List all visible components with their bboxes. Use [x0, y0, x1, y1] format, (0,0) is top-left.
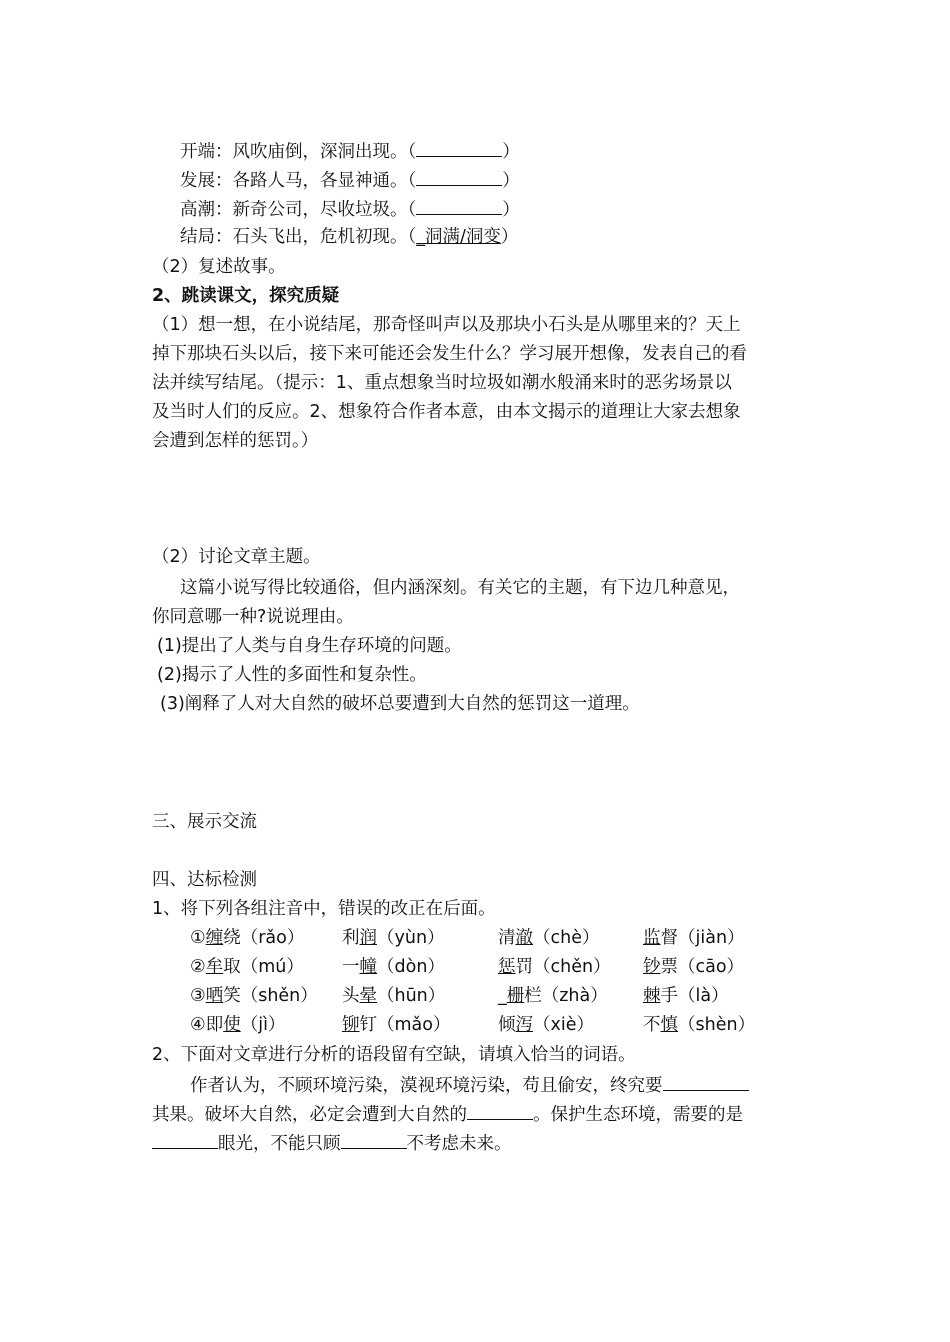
paren-close: ）: [502, 200, 520, 220]
pinyin-suffix: 取: [223, 957, 241, 977]
fill-line-3: [152, 1130, 512, 1156]
plot-text: 各路人马，各显神通。: [232, 171, 408, 191]
pinyin-suffix: 手: [660, 986, 678, 1006]
pinyin-target-char: 棘: [643, 986, 661, 1006]
pinyin-item: [342, 926, 445, 950]
pinyin-prefix: 头: [342, 986, 360, 1006]
pinyin-item: [190, 1013, 285, 1037]
pinyin-target-char: 惩: [498, 957, 516, 977]
pinyin-suffix: 票: [660, 957, 678, 977]
pinyin-reading: （yùn）: [377, 928, 445, 948]
pinyin-prefix: 清: [498, 928, 516, 948]
fill-blank-2[interactable]: [467, 1101, 533, 1120]
fill-text: 眼光，不能只顾: [218, 1134, 341, 1154]
pinyin-prefix: ①: [190, 928, 206, 948]
pinyin-prefix: ③: [190, 986, 206, 1006]
pinyin-target-char: 澈: [515, 928, 533, 948]
fill-blank-4[interactable]: [341, 1130, 407, 1149]
plot-item-beginning: [180, 138, 520, 164]
fill-text: 其果。破坏大自然，必定会遭到大自然的: [152, 1105, 467, 1125]
plot-label: 高潮：: [180, 200, 233, 220]
theme-option-3: (3)阐释了人对大自然的破坏总要遭到大自然的惩罚这一道理。: [160, 694, 640, 714]
plot-label: 发展：: [180, 171, 233, 191]
section4-heading: 四、达标检测: [152, 870, 257, 890]
answer-blank[interactable]: [416, 138, 502, 157]
plot-item-climax: [180, 196, 520, 222]
pinyin-target-char: 晕: [359, 986, 377, 1006]
pinyin-item: [190, 984, 318, 1008]
plot-text: 石头飞出，危机初现。: [232, 227, 408, 247]
pinyin-item: [643, 984, 729, 1008]
pinyin-suffix: 绕: [223, 928, 241, 948]
plot-item-ending: [180, 225, 518, 249]
fill-blank-1[interactable]: [663, 1072, 749, 1091]
pinyin-reading: （jì）: [240, 1015, 286, 1035]
pinyin-item: [342, 1013, 450, 1037]
pinyin-reading: （cāo）: [678, 957, 745, 977]
pinyin-target-char: 牟: [205, 957, 224, 977]
paren-open: （: [407, 142, 417, 162]
plot-label: 结局：: [180, 227, 233, 247]
pinyin-suffix: 督: [660, 928, 678, 948]
pinyin-prefix: 倾: [498, 1015, 516, 1035]
fill-text: 。保护生态环境，需要的是: [533, 1105, 743, 1125]
pinyin-reading: （chè）: [533, 928, 600, 948]
fill-text: 作者认为，不顾环境污染，漠视环境污染，苟且偷安，终究要: [190, 1076, 663, 1096]
answer-blank[interactable]: [416, 196, 502, 215]
q1-line-1: （1）想一想，在小说结尾，那奇怪叫声以及那块小石头是从哪里来的？天上: [152, 315, 741, 335]
q2-line-2: 你同意哪一种?说说理由。: [152, 607, 354, 627]
pinyin-target-char: 钞: [643, 957, 661, 977]
pinyin-item: [498, 1013, 594, 1037]
pinyin-item: [342, 955, 445, 979]
paren-close: ）: [502, 171, 520, 191]
pinyin-target-char: 泻: [515, 1015, 533, 1035]
pinyin-reading: （shèn）: [678, 1015, 756, 1035]
pinyin-item: [643, 955, 744, 979]
q1-line-2: 掉下那块石头以后，接下来可能还会发生什么？学习展开想像，发表自己的看: [152, 344, 747, 364]
section4-q1: 1、将下列各组注音中，错误的改正在后面。: [152, 899, 496, 919]
pinyin-prefix: 一: [342, 957, 360, 977]
pinyin-suffix: 笑: [223, 986, 241, 1006]
paren-open: （: [407, 227, 417, 247]
pinyin-reading: （mǎo）: [377, 1015, 451, 1035]
pinyin-target-char: 幢: [359, 957, 377, 977]
plot-text: 风吹庙倒，深洞出现。: [232, 142, 408, 162]
pinyin-target-char: 监: [643, 928, 661, 948]
pinyin-target-char: 润: [359, 928, 377, 948]
pinyin-reading: （chěn）: [533, 957, 611, 977]
q1-line-5: 会遭到怎样的惩罚。）: [152, 431, 319, 451]
paren-open: （: [407, 171, 417, 191]
paren-close: ）: [502, 142, 520, 162]
plot-item-development: [180, 167, 520, 193]
pinyin-item: [342, 984, 445, 1008]
section2-heading: 2、跳读课文，探究质疑: [152, 286, 340, 306]
pinyin-target-char: 缠: [205, 928, 224, 948]
pinyin-reading: （shěn）: [240, 986, 318, 1006]
pinyin-reading: （là）: [678, 986, 729, 1006]
fill-blank-3[interactable]: [152, 1130, 218, 1149]
q2-line-1: 这篇小说写得比较通俗，但内涵深刻。有关它的主题，有下边几种意见，: [180, 578, 740, 598]
pinyin-reading: （xiè）: [533, 1015, 594, 1035]
pinyin-reading: （zhà）: [541, 986, 608, 1006]
q1-line-3: 法并续写结尾。（提示：1、重点想象当时垃圾如潮水般涌来时的恶劣场景以: [152, 373, 732, 393]
section3-heading: 三、展示交流: [152, 812, 257, 832]
fill-line-1: [190, 1072, 749, 1098]
plot-text: 新奇公司，尽收垃圾。: [232, 200, 408, 220]
pinyin-item: [190, 926, 304, 950]
pinyin-item: [498, 984, 608, 1008]
pinyin-prefix: 不: [643, 1015, 661, 1035]
pinyin-reading: （rǎo）: [240, 928, 305, 948]
pinyin-reading: （dòn）: [377, 957, 445, 977]
pinyin-target-char: 哂: [205, 986, 224, 1006]
theme-option-2: (2)揭示了人性的多面性和复杂性。: [157, 665, 427, 685]
pinyin-item: [190, 955, 304, 979]
pinyin-target-char: 铆: [342, 1015, 360, 1035]
pinyin-prefix: 利: [342, 928, 360, 948]
retell-instruction: （2）复述故事。: [152, 257, 286, 277]
pinyin-item: [643, 926, 745, 950]
plot-label: 开端：: [180, 142, 233, 162]
section4-q2: 2、下面对文章进行分析的语段留有空缺，请填入恰当的词语。: [152, 1045, 636, 1065]
paren-close: ）: [500, 227, 519, 247]
filled-answer: _洞满/洞变: [416, 227, 501, 247]
pinyin-suffix: 栏: [524, 986, 542, 1006]
pinyin-item: [498, 926, 599, 950]
q1-line-4: 及当时人们的反应。2、想象符合作者本意，由本文揭示的道理让大家去想象: [152, 402, 741, 422]
pinyin-reading: （jiàn）: [678, 928, 745, 948]
paren-open: （: [407, 200, 417, 220]
pinyin-prefix: ④即: [190, 1015, 224, 1035]
pinyin-item: [498, 955, 611, 979]
fill-line-2: [152, 1101, 743, 1127]
pinyin-reading: （mú）: [240, 957, 304, 977]
theme-option-1: (1)提出了人类与自身生存环境的问题。: [157, 636, 462, 656]
pinyin-item: [643, 1013, 755, 1037]
pinyin-target-char: 栅: [506, 986, 525, 1006]
pinyin-prefix: _: [498, 986, 507, 1006]
pinyin-suffix: 罚: [515, 957, 533, 977]
fill-text: 不考虑未来。: [406, 1134, 512, 1154]
pinyin-prefix: ②: [190, 957, 206, 977]
pinyin-suffix: 钉: [359, 1015, 377, 1035]
pinyin-reading: （hūn）: [377, 986, 446, 1006]
answer-blank[interactable]: [416, 167, 502, 186]
q2-title: （2）讨论文章主题。: [152, 547, 321, 567]
pinyin-target-char: 使: [223, 1015, 241, 1035]
pinyin-target-char: 慎: [660, 1015, 678, 1035]
